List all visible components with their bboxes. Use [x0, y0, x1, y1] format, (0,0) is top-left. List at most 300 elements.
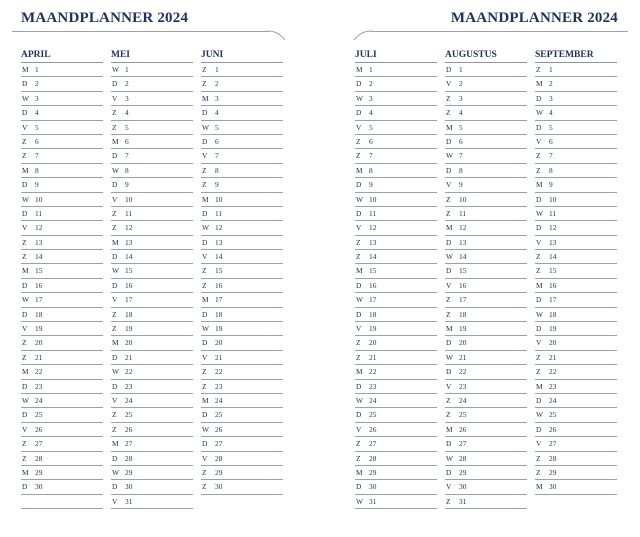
day-row[interactable] — [201, 394, 283, 408]
day-row[interactable] — [355, 164, 437, 178]
day-row[interactable] — [21, 466, 103, 480]
day-row[interactable] — [111, 164, 193, 178]
month-column — [201, 48, 283, 495]
day-row[interactable] — [445, 121, 527, 135]
month-name: APRIL — [21, 48, 103, 63]
day-row[interactable] — [535, 351, 617, 365]
weekday-letter: W — [356, 295, 363, 305]
day-row[interactable] — [535, 135, 617, 149]
day-row[interactable] — [21, 221, 103, 235]
day-row[interactable] — [21, 149, 103, 163]
day-row[interactable] — [111, 365, 193, 379]
day-number: 13 — [369, 237, 377, 247]
weekday-letter: Z — [112, 122, 117, 132]
day-row[interactable] — [201, 408, 283, 422]
day-row[interactable] — [21, 121, 103, 135]
day-row[interactable] — [21, 480, 103, 494]
day-row[interactable] — [535, 149, 617, 163]
day-number: 22 — [369, 367, 377, 377]
weekday-letter: D — [202, 208, 208, 218]
day-row[interactable] — [355, 63, 437, 77]
day-row[interactable] — [445, 236, 527, 250]
day-row[interactable] — [445, 193, 527, 207]
day-row[interactable] — [21, 250, 103, 264]
day-row[interactable] — [111, 351, 193, 365]
day-row[interactable] — [355, 423, 437, 437]
day-number: 15 — [125, 266, 133, 276]
day-row[interactable] — [355, 236, 437, 250]
weekday-letter: D — [202, 309, 208, 319]
weekday-letter: W — [356, 93, 363, 103]
day-row[interactable] — [21, 308, 103, 322]
day-row[interactable] — [21, 106, 103, 120]
day-number: 12 — [369, 223, 377, 233]
day-number: 25 — [369, 410, 377, 420]
day-row[interactable] — [355, 365, 437, 379]
day-number: 5 — [35, 122, 39, 132]
day-row[interactable] — [355, 106, 437, 120]
day-number: 23 — [215, 381, 223, 391]
day-row[interactable] — [445, 308, 527, 322]
weekday-letter: Z — [202, 79, 207, 89]
day-row[interactable] — [111, 106, 193, 120]
day-row[interactable] — [21, 178, 103, 192]
weekday-letter: V — [446, 280, 452, 290]
day-row[interactable] — [201, 135, 283, 149]
weekday-letter: D — [356, 180, 362, 190]
day-number: 14 — [459, 252, 467, 262]
weekday-letter: M — [202, 194, 209, 204]
day-row[interactable] — [111, 495, 193, 509]
day-row[interactable] — [445, 351, 527, 365]
day-row[interactable] — [355, 308, 437, 322]
day-number: 20 — [215, 338, 223, 348]
day-row[interactable] — [201, 149, 283, 163]
day-row[interactable] — [535, 480, 617, 494]
day-row[interactable] — [445, 466, 527, 480]
day-row[interactable] — [445, 480, 527, 494]
day-row[interactable] — [111, 423, 193, 437]
day-row[interactable] — [21, 193, 103, 207]
day-row[interactable] — [355, 452, 437, 466]
day-number: 11 — [35, 208, 43, 218]
weekday-letter: D — [446, 65, 452, 74]
day-number: 25 — [549, 410, 557, 420]
day-row[interactable] — [355, 135, 437, 149]
day-row[interactable] — [445, 207, 527, 221]
weekday-letter: M — [112, 237, 119, 247]
day-row[interactable] — [111, 408, 193, 422]
day-row[interactable] — [535, 408, 617, 422]
day-row[interactable] — [111, 308, 193, 322]
weekday-letter: V — [536, 136, 542, 146]
day-row[interactable] — [535, 293, 617, 307]
day-number: 5 — [215, 122, 219, 132]
day-number: 21 — [369, 352, 377, 362]
day-number: 25 — [459, 410, 467, 420]
day-row[interactable] — [111, 121, 193, 135]
day-row[interactable] — [111, 480, 193, 494]
month-column — [445, 48, 527, 509]
day-row[interactable] — [201, 466, 283, 480]
day-row[interactable] — [445, 452, 527, 466]
day-number: 10 — [549, 194, 557, 204]
weekday-letter: D — [446, 136, 452, 146]
day-number: 23 — [549, 381, 557, 391]
day-row[interactable] — [445, 264, 527, 278]
day-row[interactable] — [355, 149, 437, 163]
day-row[interactable] — [201, 380, 283, 394]
day-row[interactable] — [21, 351, 103, 365]
weekday-letter: D — [112, 482, 118, 492]
day-row[interactable] — [445, 164, 527, 178]
day-row[interactable] — [201, 250, 283, 264]
day-row[interactable] — [111, 92, 193, 106]
day-row[interactable] — [111, 221, 193, 235]
day-number: 3 — [369, 93, 373, 103]
day-row[interactable] — [355, 178, 437, 192]
day-row[interactable] — [21, 236, 103, 250]
day-row[interactable] — [445, 408, 527, 422]
day-row[interactable] — [201, 336, 283, 350]
day-row[interactable] — [445, 106, 527, 120]
day-row[interactable] — [111, 322, 193, 336]
day-number: 4 — [125, 108, 129, 118]
day-row[interactable] — [21, 322, 103, 336]
day-number: 24 — [125, 395, 133, 405]
day-number: 11 — [459, 208, 467, 218]
weekday-letter: D — [112, 180, 118, 190]
day-row[interactable] — [201, 63, 283, 77]
weekday-letter: D — [356, 309, 362, 319]
day-row[interactable] — [535, 380, 617, 394]
weekday-letter: Z — [202, 180, 207, 190]
day-row[interactable] — [355, 250, 437, 264]
day-row[interactable] — [201, 164, 283, 178]
day-row[interactable] — [445, 394, 527, 408]
day-row[interactable] — [21, 92, 103, 106]
day-row[interactable] — [111, 207, 193, 221]
day-row[interactable] — [21, 423, 103, 437]
weekday-letter: D — [536, 295, 542, 305]
day-row[interactable] — [201, 236, 283, 250]
day-number: 1 — [215, 65, 219, 74]
day-number: 9 — [125, 180, 129, 190]
day-number: 22 — [549, 367, 557, 377]
day-row[interactable] — [535, 121, 617, 135]
day-row[interactable] — [111, 250, 193, 264]
day-row[interactable] — [111, 336, 193, 350]
day-number: 17 — [215, 295, 223, 305]
day-row[interactable] — [355, 279, 437, 293]
day-row[interactable] — [201, 351, 283, 365]
day-row[interactable] — [445, 423, 527, 437]
day-row[interactable] — [355, 495, 437, 509]
day-number: 31 — [125, 496, 133, 506]
day-row[interactable] — [21, 437, 103, 451]
weekday-letter: M — [536, 180, 543, 190]
day-row[interactable] — [445, 135, 527, 149]
day-number: 28 — [215, 453, 223, 463]
weekday-letter: D — [202, 338, 208, 348]
weekday-letter: Z — [536, 266, 541, 276]
day-number: 17 — [35, 295, 43, 305]
day-row[interactable] — [111, 264, 193, 278]
day-row[interactable] — [445, 279, 527, 293]
day-row[interactable] — [535, 77, 617, 91]
day-number: 28 — [369, 453, 377, 463]
weekday-letter: Z — [536, 165, 541, 175]
day-row[interactable] — [535, 92, 617, 106]
day-number: 19 — [369, 324, 377, 334]
weekday-letter: W — [202, 223, 209, 233]
day-row[interactable] — [111, 279, 193, 293]
weekday-letter: D — [202, 237, 208, 247]
weekday-letter: Z — [446, 309, 451, 319]
day-number: 6 — [125, 136, 129, 146]
day-number: 6 — [459, 136, 463, 146]
weekday-letter: M — [446, 122, 453, 132]
day-row[interactable] — [535, 394, 617, 408]
weekday-letter: D — [202, 108, 208, 118]
day-row[interactable] — [21, 264, 103, 278]
day-row[interactable] — [21, 293, 103, 307]
day-row[interactable] — [445, 293, 527, 307]
weekday-letter: Z — [202, 280, 207, 290]
day-row[interactable] — [355, 437, 437, 451]
day-row[interactable] — [111, 293, 193, 307]
weekday-letter: Z — [202, 165, 207, 175]
day-number: 3 — [549, 93, 553, 103]
day-row[interactable] — [21, 452, 103, 466]
weekday-letter: M — [22, 266, 29, 276]
day-row[interactable] — [111, 135, 193, 149]
day-row[interactable] — [535, 236, 617, 250]
day-number: 5 — [549, 122, 553, 132]
day-number: 20 — [35, 338, 43, 348]
day-number: 30 — [459, 482, 467, 492]
page-title-left: MAANDPLANNER 2024 — [21, 10, 189, 26]
day-row[interactable] — [201, 452, 283, 466]
weekday-letter: W — [112, 266, 119, 276]
day-row[interactable] — [355, 408, 437, 422]
day-row[interactable] — [111, 193, 193, 207]
weekday-letter: Z — [356, 136, 361, 146]
day-row[interactable] — [355, 293, 437, 307]
day-row[interactable] — [201, 77, 283, 91]
weekday-letter: W — [22, 295, 29, 305]
day-row[interactable] — [355, 92, 437, 106]
day-row[interactable] — [201, 279, 283, 293]
day-number: 28 — [125, 453, 133, 463]
day-number: 27 — [125, 439, 133, 449]
day-row[interactable] — [535, 164, 617, 178]
weekday-letter: D — [112, 352, 118, 362]
day-number: 13 — [125, 237, 133, 247]
day-row[interactable] — [111, 149, 193, 163]
day-row[interactable] — [535, 452, 617, 466]
day-row[interactable] — [355, 193, 437, 207]
day-row[interactable] — [355, 322, 437, 336]
day-row[interactable] — [355, 466, 437, 480]
day-row[interactable] — [201, 221, 283, 235]
day-row[interactable] — [201, 178, 283, 192]
day-row[interactable] — [445, 77, 527, 91]
day-row[interactable] — [535, 63, 617, 77]
day-row[interactable] — [21, 365, 103, 379]
day-row[interactable] — [201, 308, 283, 322]
day-row[interactable] — [355, 207, 437, 221]
day-row[interactable] — [201, 207, 283, 221]
day-row[interactable] — [21, 77, 103, 91]
day-row[interactable] — [445, 495, 527, 509]
day-number: 1 — [459, 65, 463, 74]
day-number: 6 — [35, 136, 39, 146]
day-row[interactable] — [535, 308, 617, 322]
weekday-letter: M — [536, 381, 543, 391]
weekday-letter: V — [22, 324, 28, 334]
day-number: 13 — [549, 237, 557, 247]
day-row[interactable] — [535, 106, 617, 120]
day-row[interactable] — [445, 221, 527, 235]
day-row[interactable] — [535, 365, 617, 379]
weekday-letter: Z — [536, 453, 541, 463]
weekday-letter: D — [22, 108, 28, 118]
day-row[interactable] — [201, 106, 283, 120]
day-row[interactable] — [201, 437, 283, 451]
day-row[interactable] — [445, 322, 527, 336]
day-row[interactable] — [355, 480, 437, 494]
weekday-letter: V — [446, 381, 452, 391]
day-row[interactable] — [535, 193, 617, 207]
weekday-letter: Z — [446, 395, 451, 405]
day-row[interactable] — [21, 380, 103, 394]
weekday-letter: M — [112, 439, 119, 449]
day-row[interactable] — [111, 178, 193, 192]
weekday-letter: V — [202, 453, 208, 463]
day-row[interactable] — [445, 365, 527, 379]
day-row[interactable] — [445, 92, 527, 106]
weekday-letter: Z — [446, 410, 451, 420]
day-row[interactable] — [21, 408, 103, 422]
weekday-letter: Z — [536, 467, 541, 477]
day-number: 19 — [125, 324, 133, 334]
day-row[interactable] — [535, 178, 617, 192]
day-row[interactable] — [355, 121, 437, 135]
day-row[interactable] — [21, 135, 103, 149]
day-number: 10 — [35, 194, 43, 204]
day-number: 9 — [459, 180, 463, 190]
day-row[interactable] — [355, 351, 437, 365]
day-row[interactable] — [445, 63, 527, 77]
day-row[interactable] — [21, 164, 103, 178]
day-number: 11 — [549, 208, 557, 218]
day-row[interactable] — [111, 380, 193, 394]
day-row[interactable] — [535, 207, 617, 221]
day-number: 12 — [35, 223, 43, 233]
day-row[interactable] — [355, 336, 437, 350]
day-row[interactable] — [445, 336, 527, 350]
day-row[interactable] — [111, 63, 193, 77]
day-row[interactable] — [535, 221, 617, 235]
day-row[interactable] — [445, 178, 527, 192]
day-number: 24 — [35, 395, 43, 405]
day-row[interactable] — [535, 423, 617, 437]
day-row[interactable] — [535, 264, 617, 278]
day-row[interactable] — [445, 380, 527, 394]
day-row[interactable] — [201, 480, 283, 494]
day-row[interactable] — [535, 322, 617, 336]
day-number: 21 — [549, 352, 557, 362]
weekday-letter: Z — [112, 309, 117, 319]
day-number: 12 — [215, 223, 223, 233]
day-number: 11 — [215, 208, 223, 218]
day-row[interactable] — [445, 437, 527, 451]
day-number: 23 — [35, 381, 43, 391]
day-row[interactable] — [21, 336, 103, 350]
day-row[interactable] — [445, 149, 527, 163]
weekday-letter: V — [22, 122, 28, 132]
day-row[interactable] — [201, 121, 283, 135]
day-number: 16 — [125, 280, 133, 290]
weekday-letter: D — [22, 280, 28, 290]
day-row[interactable] — [535, 336, 617, 350]
weekday-letter: D — [536, 194, 542, 204]
day-row[interactable] — [201, 293, 283, 307]
day-number: 23 — [369, 381, 377, 391]
day-row[interactable] — [21, 207, 103, 221]
day-row[interactable] — [21, 394, 103, 408]
weekday-letter: M — [202, 295, 209, 305]
page-title-right: MAANDPLANNER 2024 — [450, 10, 618, 26]
day-row[interactable] — [111, 77, 193, 91]
day-row[interactable] — [445, 250, 527, 264]
day-row[interactable] — [201, 193, 283, 207]
day-row[interactable] — [535, 279, 617, 293]
day-row[interactable] — [355, 264, 437, 278]
day-row[interactable] — [21, 279, 103, 293]
day-row[interactable] — [21, 63, 103, 77]
day-row[interactable] — [355, 221, 437, 235]
day-row[interactable] — [21, 495, 103, 509]
day-row[interactable] — [201, 365, 283, 379]
weekday-letter: Z — [356, 352, 361, 362]
day-row[interactable] — [201, 322, 283, 336]
day-row[interactable] — [111, 236, 193, 250]
day-row[interactable] — [201, 264, 283, 278]
day-row[interactable] — [355, 394, 437, 408]
day-row[interactable] — [201, 92, 283, 106]
weekday-letter: Z — [22, 151, 27, 161]
weekday-letter: D — [22, 410, 28, 420]
day-row[interactable] — [355, 77, 437, 91]
day-row[interactable] — [111, 466, 193, 480]
weekday-letter: Z — [446, 295, 451, 305]
day-row[interactable] — [535, 466, 617, 480]
day-number: 30 — [125, 482, 133, 492]
day-row[interactable] — [111, 437, 193, 451]
day-row[interactable] — [535, 250, 617, 264]
weekday-letter: M — [202, 395, 209, 405]
day-number: 7 — [369, 151, 373, 161]
day-row[interactable] — [111, 394, 193, 408]
day-row[interactable] — [355, 380, 437, 394]
weekday-letter: M — [356, 467, 363, 477]
day-row[interactable] — [111, 452, 193, 466]
day-row[interactable] — [535, 437, 617, 451]
weekday-letter: D — [446, 467, 452, 477]
day-row[interactable] — [201, 423, 283, 437]
